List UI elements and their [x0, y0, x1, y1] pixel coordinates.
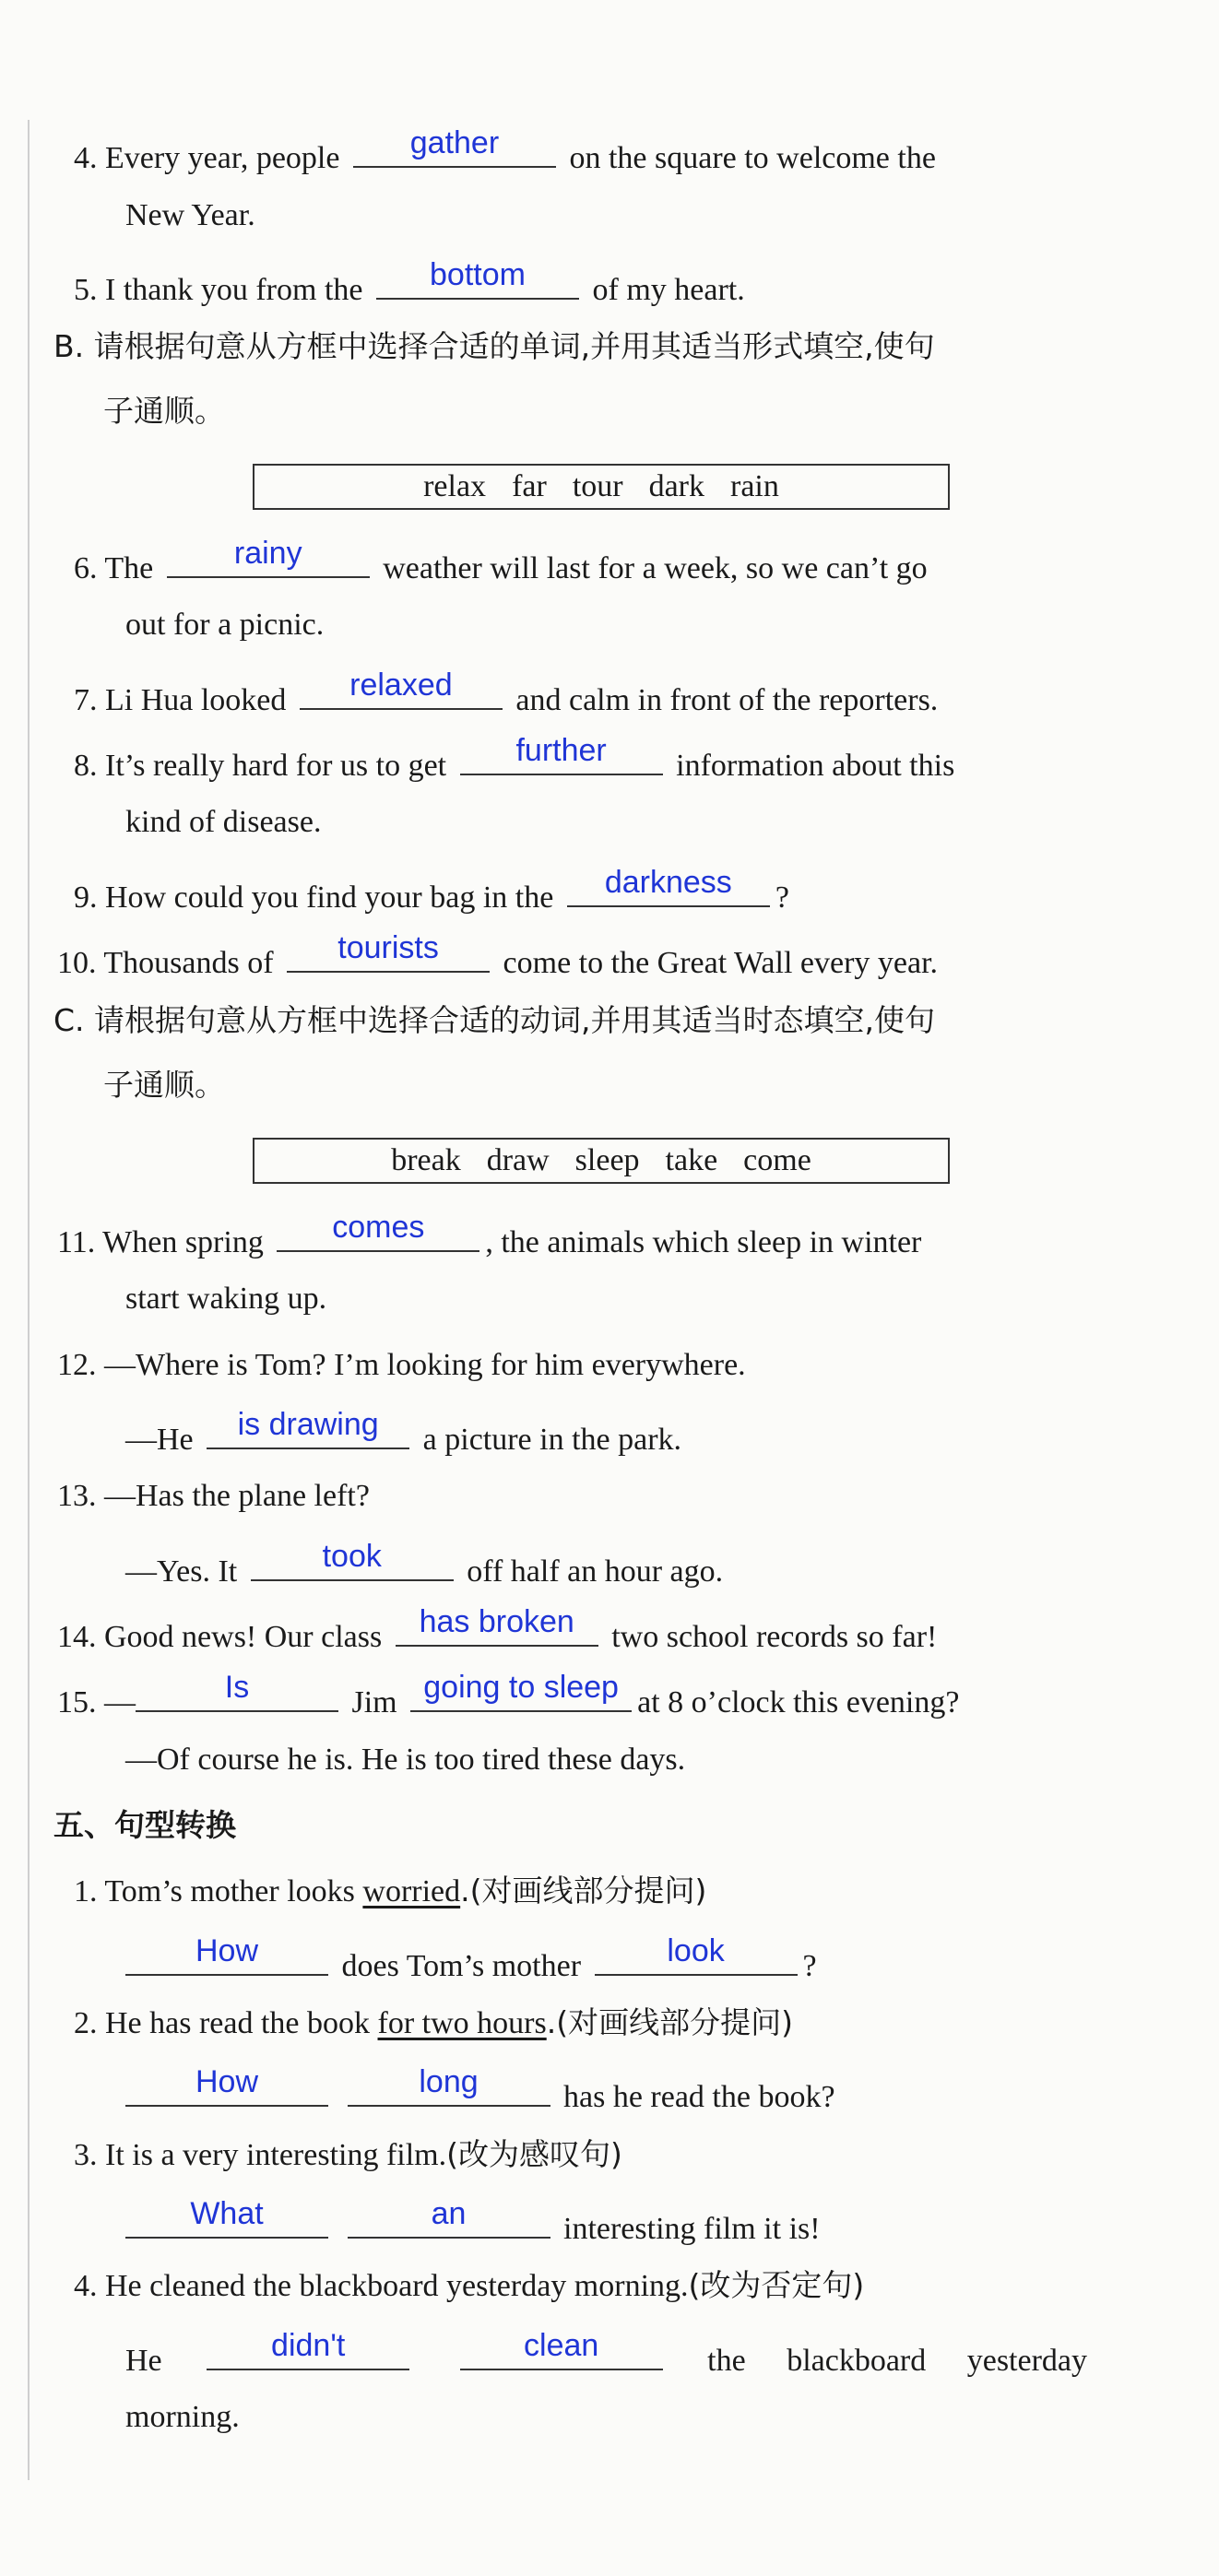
answer-blank[interactable]	[348, 2064, 550, 2107]
underlined-phrase: for two hours	[377, 2006, 547, 2040]
answer-blank[interactable]	[595, 1933, 798, 1976]
question-14: 14. Good news! Our class has broken two school records so far!	[57, 1604, 938, 1654]
answer-text: Is	[224, 1670, 250, 1705]
answer-text: is drawing	[237, 1407, 379, 1442]
question-13: 13. —Has the plane left?	[57, 1479, 370, 1513]
answer-text: darkness	[604, 865, 732, 900]
question-15-reply: —Of course he is. He is too tired these days.	[125, 1743, 686, 1777]
transform-answer-2: How long has he read the book?	[125, 2068, 835, 2118]
answer-text: further	[515, 733, 607, 768]
answer-blank[interactable]	[167, 536, 370, 578]
transform-answer-4: He didn't clean the blackboard yesterday	[125, 2328, 1088, 2378]
answer-text: How	[195, 2064, 259, 2099]
question-12: 12. —Where is Tom? I’m looking for him everywhere.	[57, 1348, 746, 1382]
question-5: 5. I thank you from the bottom of my heart.	[74, 257, 745, 307]
answer-blank[interactable]	[300, 668, 503, 710]
question-4-continued: New Year.	[125, 198, 255, 232]
answer-blank[interactable]	[460, 733, 663, 775]
answer-blank[interactable]	[287, 930, 490, 973]
question-8-continued: kind of disease.	[125, 805, 322, 839]
answer-text: bottom	[430, 257, 526, 292]
underlined-phrase: worried	[362, 1874, 461, 1908]
answer-text: rainy	[233, 536, 302, 571]
answer-blank[interactable]	[567, 865, 770, 907]
section-b-instruction: B. 请根据句意从方框中选择合适的单词,并用其适当形式填空,使句	[53, 328, 935, 364]
answer-text: didn't	[271, 2328, 346, 2363]
question-13-reply: —Yes. It took off half an hour ago.	[125, 1539, 724, 1589]
answer-blank[interactable]	[125, 2196, 328, 2239]
answer-blank[interactable]	[136, 1670, 338, 1712]
answer-blank[interactable]	[396, 1604, 598, 1647]
question-6-continued: out for a picnic.	[125, 608, 325, 642]
answer-text: an	[431, 2196, 467, 2231]
answer-text: tourists	[337, 930, 439, 965]
answer-blank[interactable]	[353, 125, 556, 168]
answer-blank[interactable]	[277, 1210, 479, 1252]
question-8: 8. It’s really hard for us to get further information about this	[74, 733, 955, 783]
answer-blank[interactable]	[348, 2196, 550, 2239]
question-6: 6. The rainy weather will last for a week, so we can’t go	[74, 536, 928, 585]
question-4: 4. Every year, people gather on the square to welcome the	[74, 125, 936, 175]
answer-blank[interactable]	[251, 1539, 454, 1581]
transform-question-3: 3. It is a very interesting film.(改为感叹句)	[74, 2136, 622, 2172]
question-15: 15. — Is Jim going to sleep at 8 o’clock this evening?	[57, 1670, 960, 1719]
answer-text: What	[190, 2196, 264, 2231]
question-10: 10. Thousands of tourists come to the Great Wall every year.	[57, 930, 939, 980]
transform-answer-3: What an interesting film it is!	[125, 2200, 821, 2250]
word-box-b: relax far tour dark rain	[253, 464, 950, 510]
section-heading: 五、句型转换	[53, 1807, 236, 1843]
question-11: 11. When spring comes , the animals which sleep in winter	[57, 1210, 922, 1259]
answer-blank[interactable]	[410, 1670, 632, 1712]
answer-text: look	[667, 1933, 725, 1968]
question-number: 4.	[74, 141, 98, 175]
margin-line	[28, 120, 30, 2480]
answer-blank[interactable]	[376, 257, 579, 300]
answer-text: How	[195, 1933, 259, 1968]
answer-text: clean	[524, 2328, 599, 2363]
question-9: 9. How could you find your bag in the darkness ?	[74, 865, 789, 915]
answer-blank[interactable]	[207, 2328, 409, 2370]
word-box-c: break draw sleep take come	[253, 1138, 950, 1184]
transform-question-1: 1. Tom’s mother looks worried.(对画线部分提问)	[74, 1873, 707, 1908]
answer-text: going to sleep	[423, 1670, 619, 1705]
answer-blank[interactable]	[207, 1407, 409, 1449]
section-c-instruction: C. 请根据句意从方框中选择合适的动词,并用其适当时态填空,使句	[53, 1002, 936, 1038]
answer-blank[interactable]	[125, 1933, 328, 1976]
transform-question-2: 2. He has read the book for two hours.(对画线部分提问)	[74, 2004, 793, 2040]
question-11-continued: start waking up.	[125, 1282, 327, 1316]
answer-text: relaxed	[349, 668, 453, 703]
section-b-instruction-cont: 子通顺。	[103, 393, 225, 429]
transform-answer-4-continued: morning.	[125, 2400, 240, 2434]
transform-answer-1: How does Tom’s mother look ?	[125, 1937, 817, 1987]
transform-question-4: 4. He cleaned the blackboard yesterday morning.(改为否定句)	[74, 2267, 865, 2303]
answer-text: long	[419, 2064, 479, 2099]
answer-text: took	[322, 1539, 382, 1574]
question-12-reply: —He is drawing a picture in the park.	[125, 1407, 682, 1457]
answer-text: gather	[409, 125, 500, 160]
answer-blank[interactable]	[125, 2064, 328, 2107]
answer-text: comes	[332, 1210, 425, 1245]
question-7: 7. Li Hua looked relaxed and calm in front of the reporters.	[74, 668, 939, 717]
answer-text: has broken	[419, 1604, 574, 1639]
section-c-instruction-cont: 子通顺。	[103, 1067, 225, 1103]
question-number: 5.	[74, 273, 98, 307]
answer-blank[interactable]	[460, 2328, 663, 2370]
